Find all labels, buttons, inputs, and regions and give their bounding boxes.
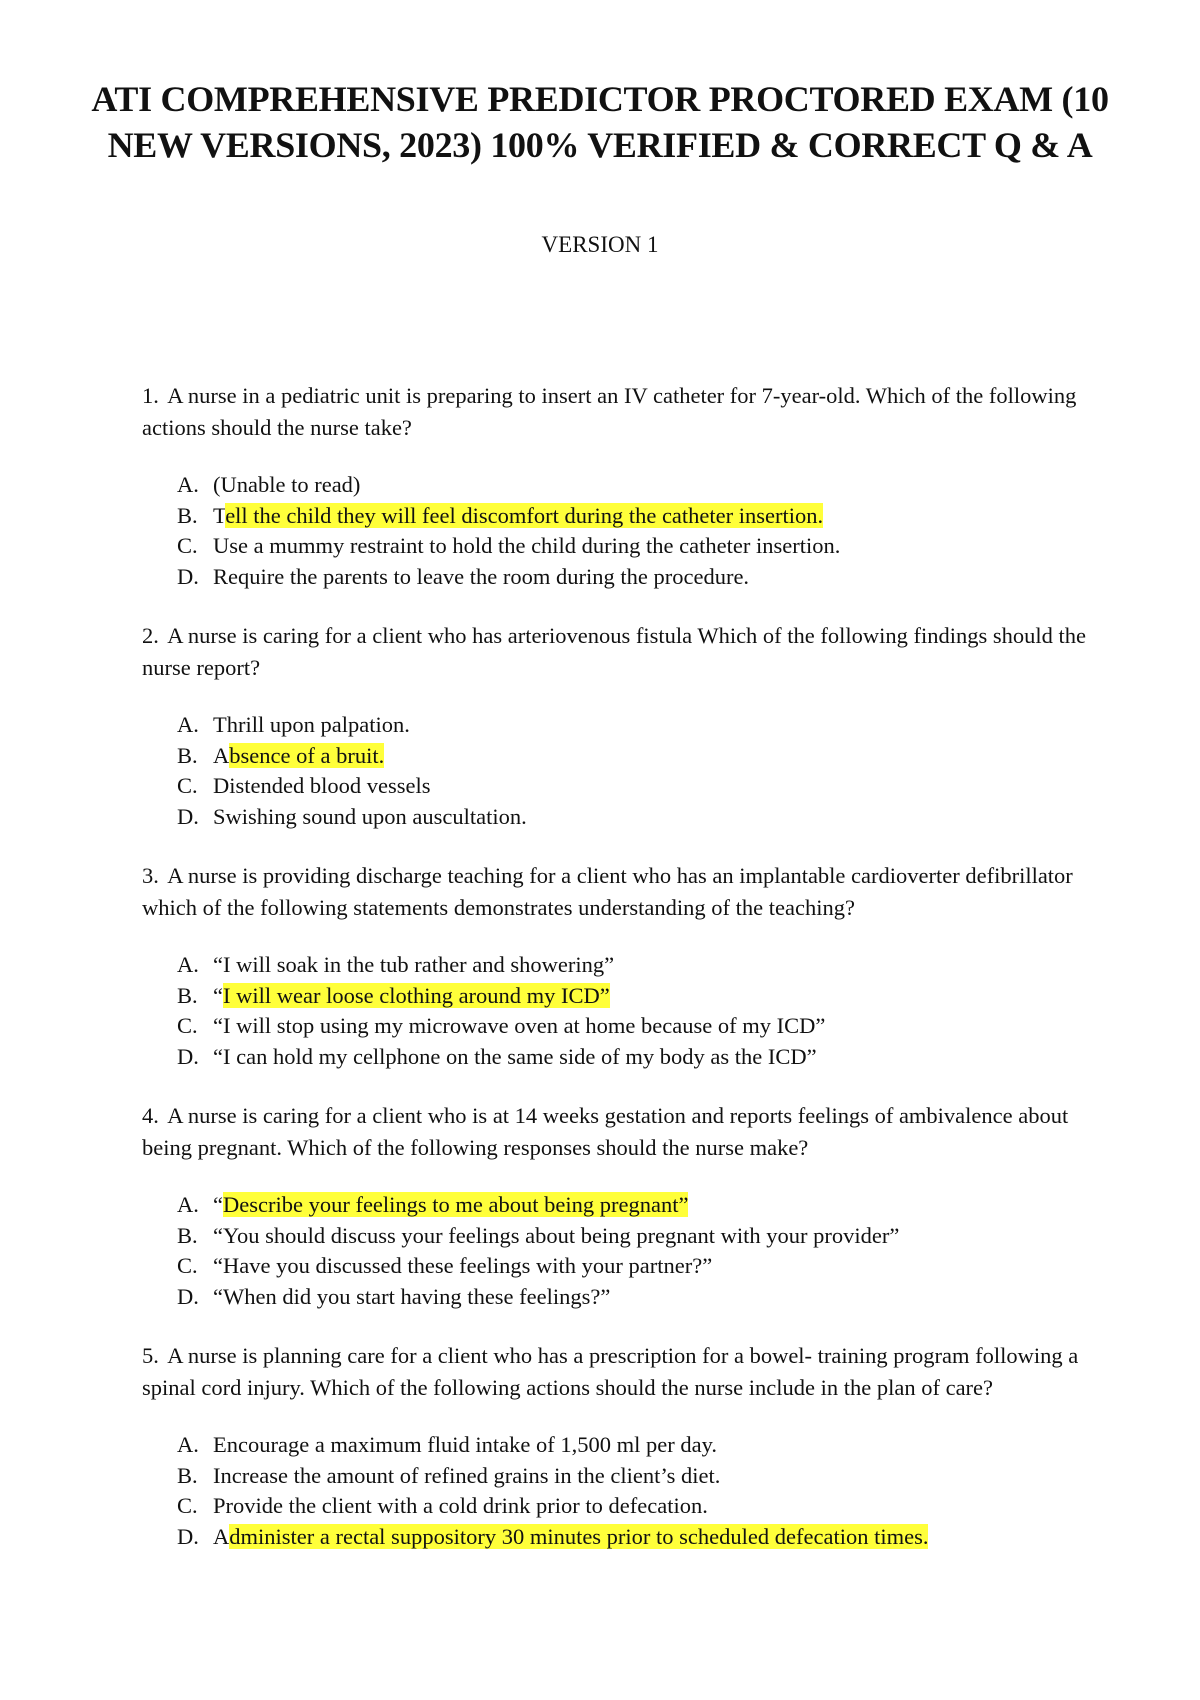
- answer-option-a: [177, 1430, 1102, 1461]
- question-stem: [142, 860, 1102, 924]
- option-text: Swishing sound upon auscultation.: [213, 803, 527, 829]
- question-1: [142, 380, 1102, 592]
- option-letter: B.: [177, 1222, 198, 1248]
- option-text: “: [213, 982, 223, 1008]
- option-letter: D.: [177, 563, 199, 589]
- option-letter: C.: [177, 1013, 198, 1038]
- answer-option-b: [177, 501, 1102, 532]
- answer-option-b: [177, 1461, 1102, 1492]
- question-text: A nurse is caring for a client who has arteriovenous fistula Which of the following findings should the nurse report?: [142, 623, 1087, 680]
- answer-option-c: [177, 771, 1102, 802]
- answer-option-d: [177, 1522, 1102, 1553]
- answer-option-d: [177, 802, 1102, 833]
- question-text: A nurse is providing discharge teaching for a client who has an implantable cardioverter defibrillator which of the following statements demonstrates understanding of the teaching?: [142, 863, 1073, 920]
- title-line-2: NEW VERSIONS, 2023) 100% VERIFIED & CORRECT Q & A: [107, 125, 1093, 165]
- option-letter: A.: [177, 1192, 199, 1217]
- question-stem: [142, 1340, 1102, 1404]
- option-letter: C.: [177, 773, 198, 798]
- option-text: T: [213, 502, 226, 528]
- question-text: A nurse is caring for a client who is at 14 weeks gestation and reports feelings of ambivalence about being pregnant. Which of the following responses should the nurse make?: [142, 1103, 1069, 1160]
- title-line-1: ATI COMPREHENSIVE PREDICTOR PROCTORED EXAM (10: [91, 79, 1109, 119]
- answer-option-d: [177, 562, 1102, 593]
- answer-options: [142, 950, 1102, 1072]
- option-text: Increase the amount of refined grains in the client’s diet.: [213, 1462, 721, 1488]
- option-letter: D.: [177, 1043, 199, 1069]
- option-letter: B.: [177, 502, 198, 528]
- option-text: “I will soak in the tub rather and showering”: [213, 952, 615, 977]
- option-text: (Unable to read): [213, 472, 361, 497]
- version-label: VERSION 1: [541, 232, 659, 257]
- answer-option-c: [177, 531, 1102, 562]
- option-text: A: [213, 1523, 230, 1549]
- answer-option-b: [177, 981, 1102, 1012]
- question-4: [142, 1100, 1102, 1312]
- answer-option-c: [177, 1011, 1102, 1042]
- answer-option-b: [177, 741, 1102, 772]
- option-text: “I can hold my cellphone on the same side of my body as the ICD”: [213, 1043, 817, 1069]
- option-text: Distended blood vessels: [213, 773, 431, 798]
- question-3: [142, 860, 1102, 1072]
- option-letter: C.: [177, 533, 198, 558]
- highlighted-answer-text: Describe your feelings to me about being pregnant”: [223, 1192, 689, 1217]
- option-letter: D.: [177, 803, 199, 829]
- option-text: “You should discuss your feelings about being pregnant with your provider”: [213, 1222, 900, 1248]
- answer-option-a: [177, 470, 1102, 501]
- option-letter: C.: [177, 1493, 198, 1518]
- question-stem: [142, 620, 1102, 684]
- highlighted-answer-text: ell the child they will feel discomfort during the catheter insertion.: [225, 502, 824, 528]
- answer-option-b: [177, 1221, 1102, 1252]
- answer-option-a: [177, 710, 1102, 741]
- option-letter: C.: [177, 1253, 198, 1278]
- highlighted-answer-text: bsence of a bruit.: [229, 742, 385, 768]
- answer-options: [142, 710, 1102, 832]
- option-letter: D.: [177, 1523, 199, 1549]
- answer-options: [142, 1430, 1102, 1552]
- answer-option-c: [177, 1251, 1102, 1282]
- option-text: Encourage a maximum fluid intake of 1,500 ml per day.: [213, 1432, 718, 1457]
- answer-option-d: [177, 1042, 1102, 1073]
- highlighted-answer-text: I will wear loose clothing around my ICD”: [223, 982, 610, 1008]
- option-letter: A.: [177, 952, 199, 977]
- question-stem: [142, 1100, 1102, 1164]
- answer-option-a: [177, 950, 1102, 981]
- option-text: “: [213, 1192, 223, 1217]
- question-5: [142, 1340, 1102, 1552]
- question-number: 5.: [142, 1343, 159, 1368]
- question-2: [142, 620, 1102, 832]
- question-number: 1.: [142, 383, 159, 408]
- answer-options: [142, 1190, 1102, 1312]
- option-letter: D.: [177, 1283, 199, 1309]
- question-text: A nurse in a pediatric unit is preparing to insert an IV catheter for 7-year-old. Which of the following actions should the nurse take?: [142, 383, 1077, 440]
- question-number: 2.: [142, 623, 159, 648]
- option-text: Use a mummy restraint to hold the child during the catheter insertion.: [213, 533, 841, 558]
- answer-option-a: [177, 1190, 1102, 1221]
- option-letter: B.: [177, 742, 198, 768]
- answer-option-c: [177, 1491, 1102, 1522]
- highlighted-answer-text: dminister a rectal suppository 30 minutes prior to scheduled defecation times.: [229, 1523, 929, 1549]
- document-title: [60, 76, 1140, 168]
- answer-options: [142, 470, 1102, 592]
- question-stem: [142, 380, 1102, 444]
- option-text: “When did you start having these feelings?”: [213, 1283, 611, 1309]
- option-letter: B.: [177, 982, 198, 1008]
- question-list: [142, 380, 1102, 1580]
- option-letter: A.: [177, 1432, 199, 1457]
- option-text: A: [213, 742, 230, 768]
- question-text: A nurse is planning care for a client who has a prescription for a bowel- training program following a spinal cord injury. Which of the following actions should the nurse include in the plan of care?: [142, 1343, 1079, 1400]
- option-text: “I will stop using my microwave oven at home because of my ICD”: [213, 1013, 826, 1038]
- option-letter: A.: [177, 712, 199, 737]
- option-letter: A.: [177, 472, 199, 497]
- answer-option-d: [177, 1282, 1102, 1313]
- option-text: Thrill upon palpation.: [213, 712, 410, 737]
- option-text: Require the parents to leave the room during the procedure.: [213, 563, 750, 589]
- question-number: 3.: [142, 863, 159, 888]
- option-text: “Have you discussed these feelings with your partner?”: [213, 1253, 713, 1278]
- option-text: Provide the client with a cold drink prior to defecation.: [213, 1493, 708, 1518]
- question-number: 4.: [142, 1103, 159, 1128]
- option-letter: B.: [177, 1462, 198, 1488]
